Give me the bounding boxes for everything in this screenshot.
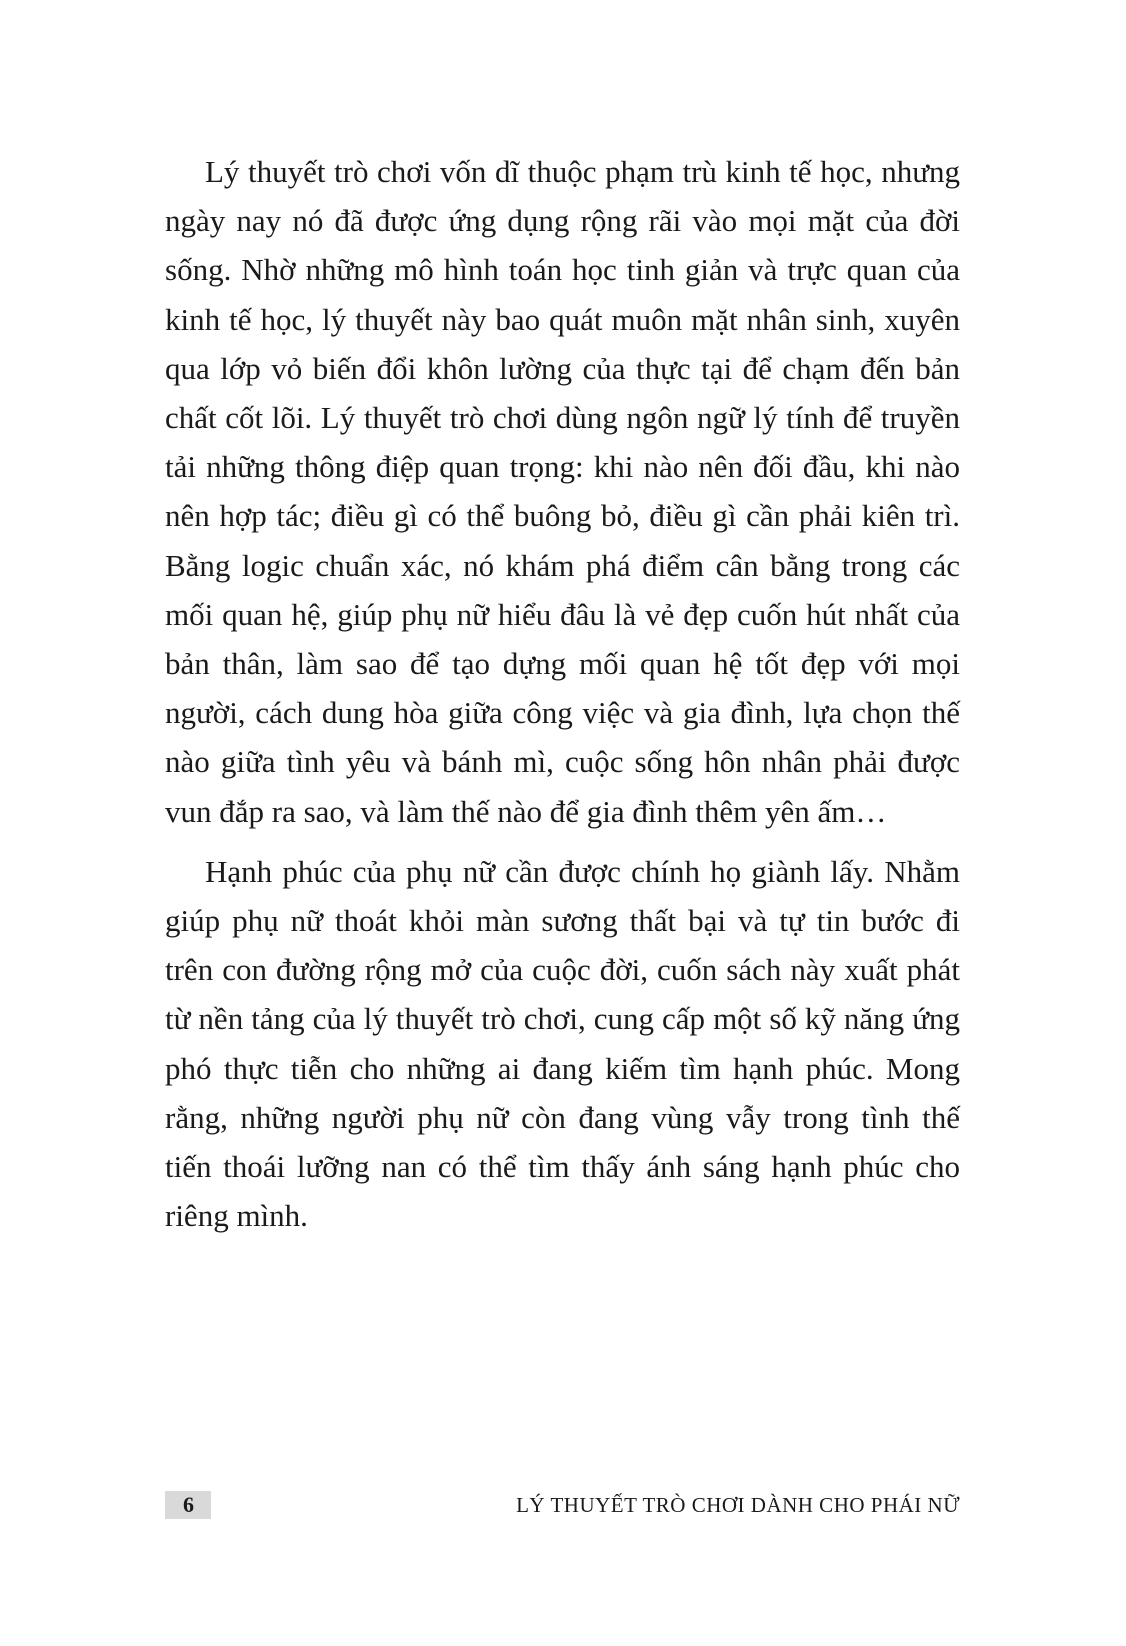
- page-number: 6: [165, 1491, 211, 1519]
- body-text: [165, 147, 960, 1240]
- page-footer: [165, 1491, 960, 1521]
- paragraph-1: Lý thuyết trò chơi vốn dĩ thuộc phạm trù kinh tế học, nhưng ngày nay nó đã được ứng dụng rộng rãi vào mọi mặt của đời sống. Nhờ những mô hình toán học tinh giản và trực quan của kinh tế học, lý thuyết này bao quát muôn mặt nhân sinh, xuyên qua lớp vỏ biến đổi khôn lường của thực tại để chạm đến bản chất cốt lõi. Lý thuyết trò chơi dùng ngôn ngữ lý tính để truyền tải những thông điệp quan trọng: khi nào nên đối đầu, khi nào nên hợp tác; điều gì có thể buông bỏ, điều gì cần phải kiên trì. Bằng logic chuẩn xác, nó khám phá điểm cân bằng trong các mối quan hệ, giúp phụ nữ hiểu đâu là vẻ đẹp cuốn hút nhất của bản thân, làm sao để tạo dựng mối quan hệ tốt đẹp với mọi người, cách dung hòa giữa công việc và gia đình, lựa chọn thế nào giữa tình yêu và bánh mì, cuộc sống hôn nhân phải được vun đắp ra sao, và làm thế nào để gia đình thêm yên ấm…: [165, 154, 960, 829]
- paragraph-2: Hạnh phúc của phụ nữ cần được chính họ giành lấy. Nhằm giúp phụ nữ thoát khỏi màn sương thất bại và tự tin bước đi trên con đường rộng mở của cuộc đời, cuốn sách này xuất phát từ nền tảng của lý thuyết trò chơi, cung cấp một số kỹ năng ứng phó thực tiễn cho những ai đang kiếm tìm hạnh phúc. Mong rằng, những người phụ nữ còn đang vùng vẫy trong tình thế tiến thoái lưỡng nan có thể tìm thấy ánh sáng hạnh phúc cho riêng mình.: [165, 853, 960, 1234]
- running-title: LÝ THUYẾT TRÒ CHƠI DÀNH CHO PHÁI NỮ: [516, 1493, 960, 1517]
